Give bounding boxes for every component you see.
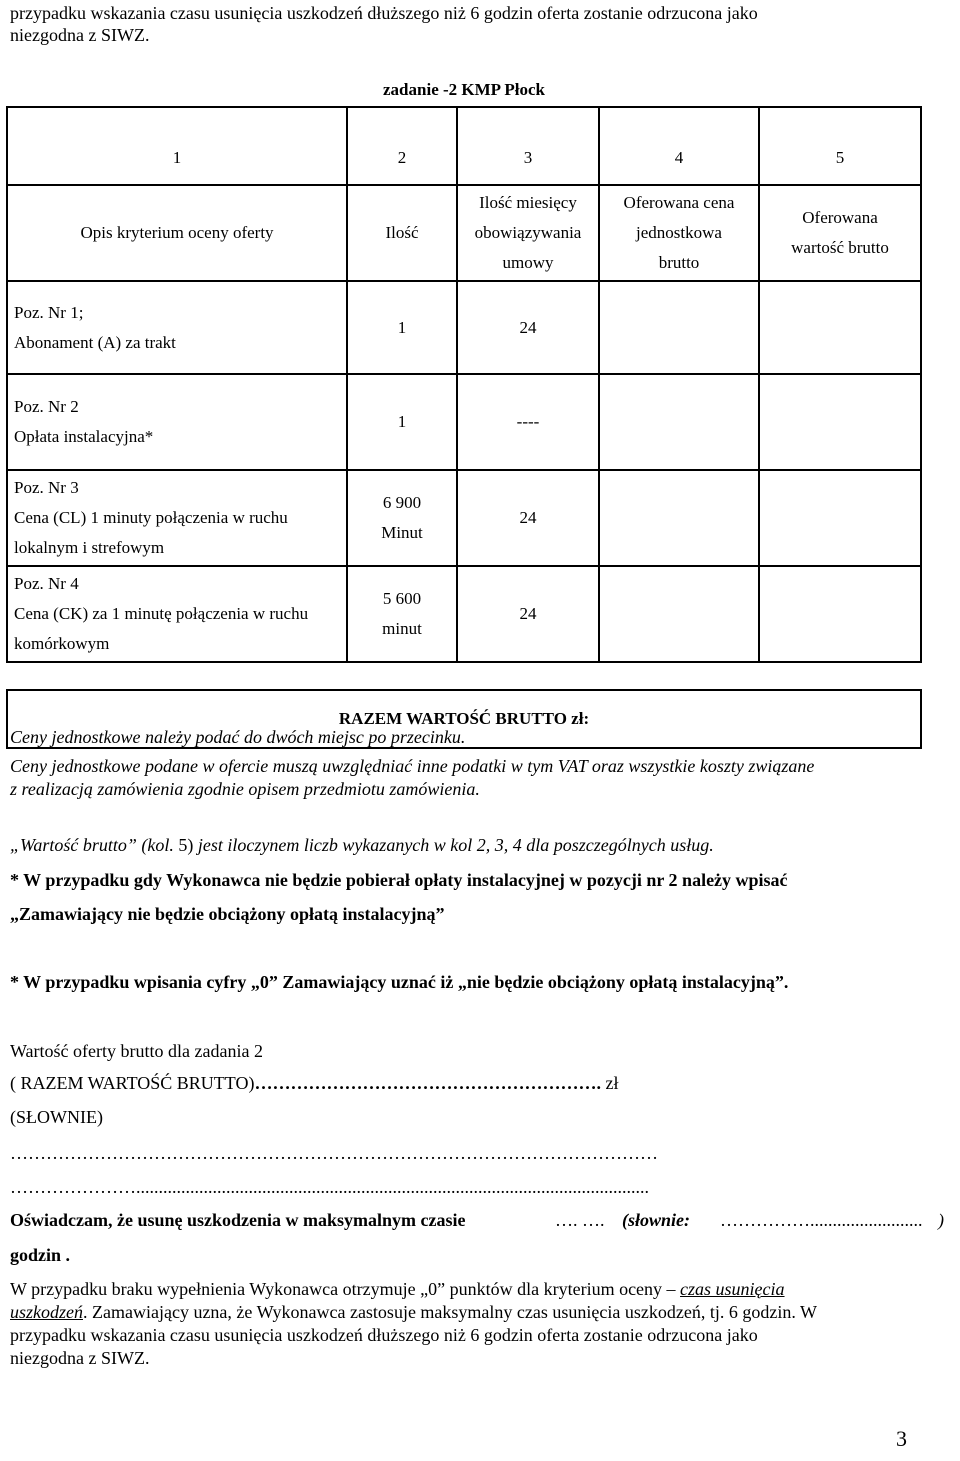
page-number: 3 xyxy=(896,1426,907,1451)
row-quantity-unit: minut xyxy=(382,619,422,638)
header-unit-price xyxy=(599,185,759,281)
row-unit-price xyxy=(599,374,759,470)
offer-title: Wartość oferty brutto dla zadania 2 xyxy=(10,1041,263,1061)
row-desc-line1: Cena (CK) za 1 minutę połączenia w ruchu xyxy=(14,604,309,623)
bottom-line2-text: . Zamawiający uzna, że Wykonawca zastosuje maksymalny czas usunięcia uszkodzeń, tj. 6 godzin. W xyxy=(83,1302,817,1322)
note-decimal-places: Ceny jednostkowe należy podać do dwóch miejsc po przecinku. xyxy=(10,727,466,747)
row-months: 24 xyxy=(457,566,599,662)
row-quantity-value: 6 900 xyxy=(382,493,422,512)
header-unit-price-line2: jednostkowa xyxy=(636,223,722,242)
declaration-hours-word: godzin . xyxy=(10,1245,71,1265)
asterisk-note-1: * W przypadku gdy Wykonawca nie będzie pobierał opłaty instalacyjnej w pozycji nr 2 należy wpisać xyxy=(10,870,788,890)
table-row xyxy=(7,374,921,470)
row-description xyxy=(7,566,347,662)
declaration-dots-hours: …. …. xyxy=(555,1210,605,1230)
declaration-dots-words: ……………......................... xyxy=(720,1210,923,1230)
bottom-line1-text: W przypadku braku wypełnienia Wykonawca otrzymuje „0” punktów dla kryterium oceny – xyxy=(10,1279,681,1299)
offer-total-dots: …………………………………………………. xyxy=(254,1073,601,1093)
row-unit-price xyxy=(599,566,759,662)
table-row xyxy=(7,281,921,374)
offer-total-suffix: zł xyxy=(600,1073,619,1093)
col-number-4: 4 xyxy=(599,107,759,185)
row-poz: Poz. Nr 2 xyxy=(14,397,79,416)
row-months: 24 xyxy=(457,281,599,374)
declaration-text: Oświadczam, że usunę uszkodzenia w maksymalnym czasie xyxy=(10,1210,466,1230)
criteria-table xyxy=(6,74,922,749)
row-total-value xyxy=(759,566,921,662)
header-criterion-description: Opis kryterium oceny oferty xyxy=(7,185,347,281)
top-paragraph-line-1: przypadku wskazania czasu usunięcia uszkodzeń dłuższego niż 6 godzin oferta zostanie odrzucona jako xyxy=(10,3,758,23)
row-poz: Poz. Nr 4 xyxy=(14,574,79,593)
bottom-paragraph-line-4: niezgodna z SIWZ. xyxy=(10,1348,150,1368)
row-desc-line1: Opłata instalacyjna* xyxy=(14,427,154,446)
row-desc-line1: Cena (CL) 1 minuty połączenia w ruchu xyxy=(14,508,288,527)
table-row xyxy=(7,470,921,566)
top-paragraph-line-2: niezgodna z SIWZ. xyxy=(10,25,150,45)
row-quantity-value: 5 600 xyxy=(382,589,422,608)
row-poz: Poz. Nr 1; xyxy=(14,302,84,322)
table-title: zadanie -2 KMP Płock xyxy=(7,74,921,107)
offer-dots-line-2: ………………….................................................................................................................. xyxy=(10,1177,649,1197)
total-label: RAZEM WARTOŚĆ BRUTTO zł: xyxy=(7,690,921,748)
col-number-5: 5 xyxy=(759,107,921,185)
offer-total-prefix: ( RAZEM WARTOŚĆ BRUTTO) xyxy=(10,1073,255,1093)
row-quantity: 1 xyxy=(347,374,457,470)
header-total-value-line1: Oferowana xyxy=(802,208,878,227)
row-description xyxy=(7,281,347,374)
row-quantity xyxy=(347,470,457,566)
declaration-in-words-label: (słownie: xyxy=(622,1210,691,1230)
note-prices-line1: Ceny jednostkowe podane w ofercie muszą uwzględniać inne podatki w tym VAT oraz wszystkie koszty związane xyxy=(10,756,815,776)
row-quantity-unit: Minut xyxy=(381,523,423,542)
offer-dots-line-1: ……………………………………………………………………………………………… xyxy=(10,1143,658,1163)
table-spacer xyxy=(7,662,921,690)
declaration-close-paren: ) xyxy=(938,1210,944,1230)
row-unit-price xyxy=(599,470,759,566)
bottom-paragraph-line-3: przypadku wskazania czasu usunięcia uszkodzeń dłuższego niż 6 godzin oferta zostanie odrzucona jako xyxy=(10,1325,758,1345)
header-months-line1: Ilość miesięcy xyxy=(479,193,577,212)
note-gross-value xyxy=(10,832,714,858)
note-gross-value-part1: „Wartość brutto” (kol. xyxy=(10,835,174,855)
header-months-line3: umowy xyxy=(502,253,554,272)
bottom-line2-criterion: uszkodzeń xyxy=(10,1302,83,1322)
row-quantity xyxy=(347,566,457,662)
row-total-value xyxy=(759,281,921,374)
header-total-value xyxy=(759,185,921,281)
offer-in-words-label: (SŁOWNIE) xyxy=(10,1107,103,1127)
row-total-value xyxy=(759,470,921,566)
header-quantity: Ilość xyxy=(347,185,457,281)
note-gross-value-part2: 5) xyxy=(173,835,198,855)
row-desc-line1: Abonament (A) za trakt xyxy=(14,332,176,352)
row-poz: Poz. Nr 3 xyxy=(14,478,79,497)
note-prices-line2: z realizacją zamówienia zgodnie opisem przedmiotu zamówienia. xyxy=(10,779,480,799)
row-months: 24 xyxy=(457,470,599,566)
header-total-value-line2: wartość brutto xyxy=(791,238,889,257)
row-total-value xyxy=(759,374,921,470)
asterisk-note-3: * W przypadku wpisania cyfry „0” Zamawiający uznać iż „nie będzie obciążony opłatą instalacyjną”. xyxy=(10,972,789,992)
asterisk-note-2: „Zamawiający nie będzie obciążony opłatą instalacyjną” xyxy=(10,904,445,924)
header-months xyxy=(457,185,599,281)
bottom-line1-criterion: czas usunięcia xyxy=(680,1279,785,1299)
col-number-3: 3 xyxy=(457,107,599,185)
offer-total-line xyxy=(10,1070,618,1096)
row-description xyxy=(7,470,347,566)
header-unit-price-line1: Oferowana cena xyxy=(623,193,735,212)
table-row xyxy=(7,566,921,662)
row-unit-price xyxy=(599,281,759,374)
row-months: ---- xyxy=(457,374,599,470)
col-number-1: 1 xyxy=(7,107,347,185)
row-description xyxy=(7,374,347,470)
header-unit-price-line3: brutto xyxy=(658,253,700,272)
row-quantity: 1 xyxy=(347,281,457,374)
row-desc-line2: komórkowym xyxy=(14,634,110,653)
row-desc-line2: lokalnym i strefowym xyxy=(14,538,165,557)
header-months-line2: obowiązywania xyxy=(474,223,582,242)
col-number-2: 2 xyxy=(347,107,457,185)
note-gross-value-part3: jest iloczynem liczb wykazanych w kol 2, 3, 4 dla poszczególnych usług. xyxy=(197,835,714,855)
